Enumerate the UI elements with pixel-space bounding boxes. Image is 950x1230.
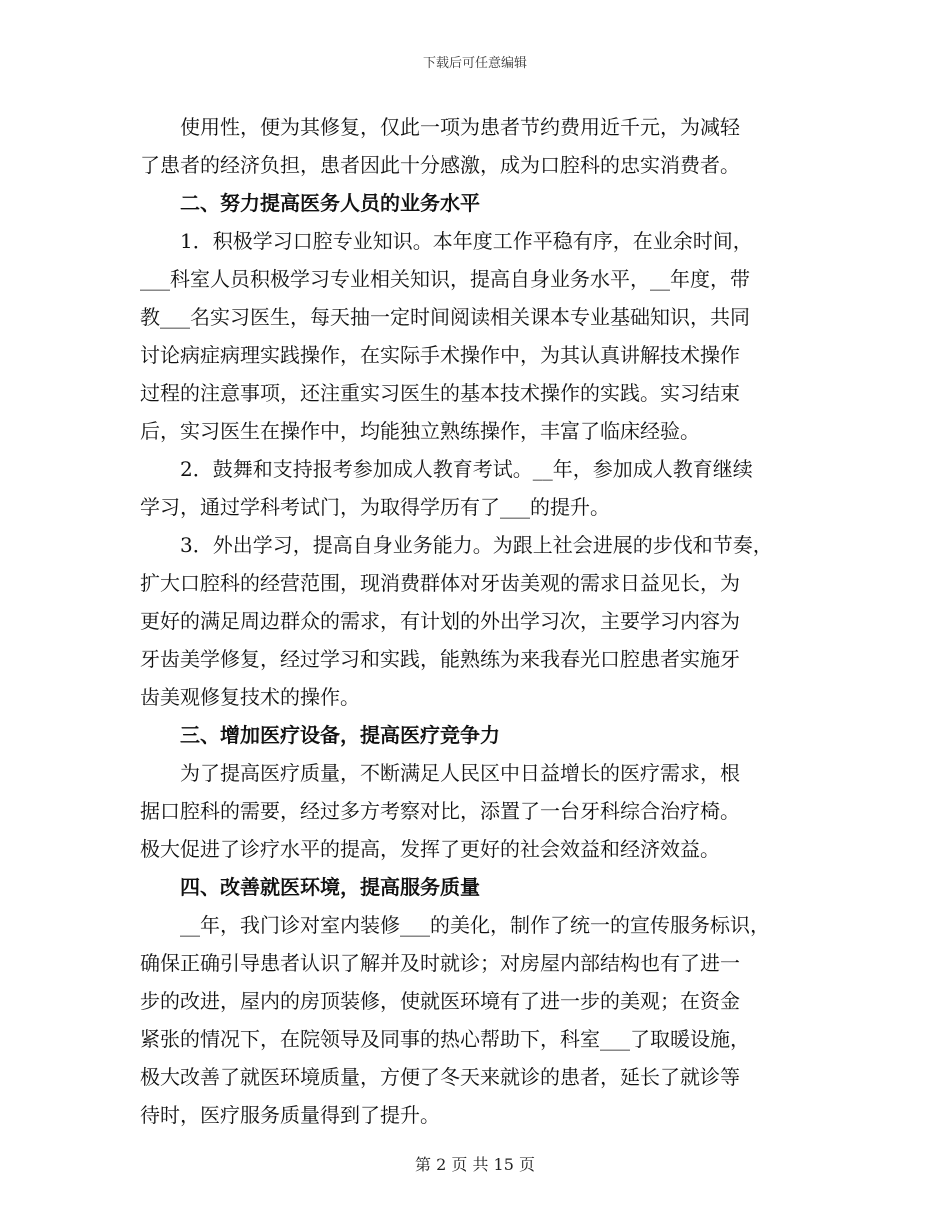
section-heading: 二、努力提高医务人员的业务水平 xyxy=(140,191,480,215)
page-number: 第 2 页 共 15 页 xyxy=(415,1155,535,1174)
page-header: 下载后可任意编辑 xyxy=(422,56,527,71)
section-heading: 四、改善就医环境，提高服务质量 xyxy=(140,875,480,899)
body-line: 紧张的情况下，在院领导及同事的热心帮助下，科室___了取暖设施， xyxy=(140,1027,750,1051)
body-line: 据口腔科的需要，经过多方考察对比，添置了一台牙科综合治疗椅。 xyxy=(140,799,740,823)
document-body xyxy=(140,108,830,1134)
body-line: 过程的注意事项，还注重实习医生的基本技术操作的实践。实习结束 xyxy=(140,381,740,405)
body-line: 教___名实习医生，每天抽一定时间阅读相关课本专业基础知识，共同 xyxy=(140,305,750,329)
body-line: 使用性，便为其修复，仅此一项为患者节约费用近千元，为减轻 xyxy=(140,115,740,139)
body-line: 后，实习医生在操作中，均能独立熟练操作，丰富了临床经验。 xyxy=(140,419,700,443)
body-line: __年，我门诊对室内装修___的美化，制作了统一的宣传服务标识， xyxy=(140,913,770,937)
body-line: 了患者的经济负担，患者因此十分感激，成为口腔科的忠实消费者。 xyxy=(140,153,740,177)
section-heading: 三、增加医疗设备，提高医疗竞争力 xyxy=(140,723,500,747)
body-line: 3．外出学习，提高自身业务能力。为跟上社会进展的步伐和节奏， xyxy=(140,533,773,557)
body-line: 步的改进，屋内的房顶装修，使就医环境有了进一步的美观；在资金 xyxy=(140,989,740,1013)
body-line: 齿美观修复技术的操作。 xyxy=(140,685,360,709)
body-line: 极大促进了诊疗水平的提高，发挥了更好的社会效益和经济效益。 xyxy=(140,837,720,861)
body-line: 确保正确引导患者认识了解并及时就诊；对房屋内部结构也有了进一 xyxy=(140,951,740,975)
body-line: 1．积极学习口腔专业知识。本年度工作平稳有序，在业余时间， xyxy=(140,229,753,253)
body-line: 待时，医疗服务质量得到了提升。 xyxy=(140,1103,440,1127)
body-line: 为了提高医疗质量，不断满足人民区中日益增长的医疗需求，根 xyxy=(140,761,740,785)
body-line: 牙齿美学修复，经过学习和实践，能熟练为来我春光口腔患者实施牙 xyxy=(140,647,740,671)
body-line: 更好的满足周边群众的需求，有计划的外出学习次，主要学习内容为 xyxy=(140,609,740,633)
body-line: 学习，通过学科考试门，为取得学历有了___的提升。 xyxy=(140,495,610,519)
body-line: 极大改善了就医环境质量，方便了冬天来就诊的患者，延长了就诊等 xyxy=(140,1065,740,1089)
body-line: 讨论病症病理实践操作，在实际手术操作中，为其认真讲解技术操作 xyxy=(140,343,740,367)
body-line: 扩大口腔科的经营范围，现消费群体对牙齿美观的需求日益见长，为 xyxy=(140,571,740,595)
body-line: ___科室人员积极学习专业相关知识，提高自身业务水平，__年度，带 xyxy=(140,267,750,291)
body-line: 2．鼓舞和支持报考参加成人教育考试。__年，参加成人教育继续 xyxy=(140,457,753,481)
